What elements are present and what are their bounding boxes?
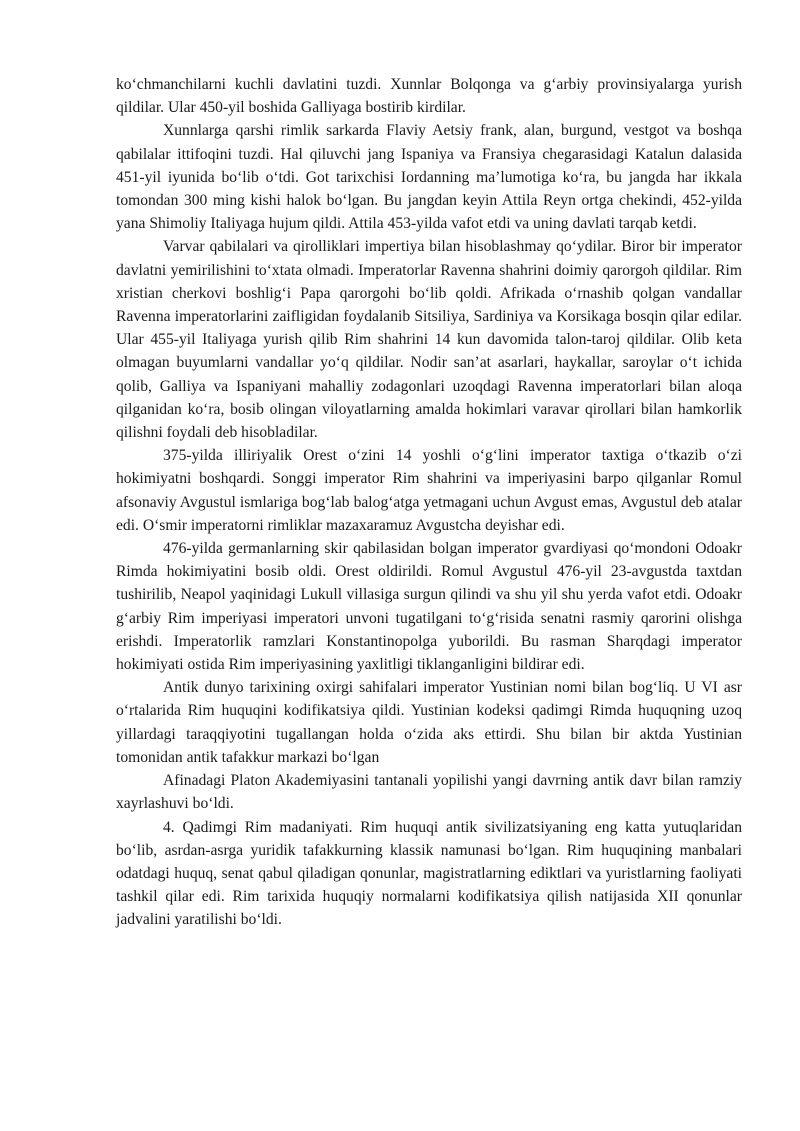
paragraph-2: Xunnlarga qarshi rimlik sarkarda Flaviy Aetsiy frank, alan, burgund, vestgot va boshqa qabilalar ittifoqini tuzdi. Hal qiluvchi jang Ispaniya va Fransiya chegarasidagi Katalun dalasida 451-yil iyunida bo‘lib o‘tdi. Got tarixchisi Iordanning ma’lumotiga ko‘ra, bu jangda har ikkala tomondan 300 ming kishi halok bo‘lgan. Bu jangdan keyin Attila Reyn ortga chekindi, 452-yilda yana Shimoliy Italiyaga hujum qildi. Attila 453-yilda vafot etdi va uning davlati tarqab ketdi. bbox=[116, 122, 742, 233]
paragraph-1: ko‘chmanchilarni kuchli davlatini tuzdi. Xunnlar Bolqonga va g‘arbiy provinsiyalarga yurish qildilar. Ular 450-yil boshida Galliyaga bostirib kirdilar. bbox=[116, 76, 742, 117]
paragraph-3: Varvar qabilalari va qirolliklari impertiya bilan hisoblashmay qo‘ydilar. Biror bir imperator davlatni yemirilishini to‘xtata olmadi. Imperatorlar Ravenna shahrini doimiy qarorgoh qildilar. Rim xristian cherkovi boshlig‘i Papa qarorgohi bo‘lib qoldi. Afrikada o‘rnashib qolgan vandallar Ravenna imperatorlarini zaifligidan foydalanib Sitsiliya, Sardiniya va Korsikaga bosqin qilar edilar. Ular 455-yil Italiyaga yurish qilib Rim shahrini 14 kun davomida talon-taroj qildilar. Olib keta olmagan buyumlarni vandallar yo‘q qildilar. Nodir san’at asarlari, haykallar, saroylar o‘t ichida qolib, Galliya va Ispaniyani mahalliy zodagonlari uzoqdagi Ravenna imperatorlari bilan aloqa qilganidan ko‘ra, bosib olingan viloyatlarning amalda hokimlari varavar qirollari bilan hamkorlik qilishni foydali deb hisobladilar. bbox=[116, 238, 742, 442]
document-page bbox=[116, 73, 742, 932]
paragraph-8: 4. Qadimgi Rim madaniyati. Rim huquqi antik sivilizatsiyaning eng katta yutuqlaridan bo‘lib, asrdan-asrga yuridik tafakkurning klassik namunasi bo‘lgan. Rim huquqining manbalari odatdagi huquq, senat qabul qiladigan qonunlar, magistratlarning ediktlari va yuristlarning faoliyati tashkil qilar edi. Rim tarixida huquqiy normalarni kodifikatsiya qilish natijasida XII qonunlar jadvalini yaratilishi bo‘ldi. bbox=[116, 818, 742, 929]
paragraph-7: Afinadagi Platon Akademiyasini tantanali yopilishi yangi davrning antik davr bilan ramziy xayrlashuvi bo‘ldi. bbox=[116, 772, 742, 813]
paragraph-4: 375-yilda illiriyalik Orest o‘zini 14 yoshli o‘g‘lini imperator taxtiga o‘tkazib o‘zi hokimiyatni boshqardi. Songgi imperator Rim shahrini va imperiyasini barpo qilganlar Romul afsonaviy Avgustul ismlariga bog‘lab balog‘atga yetmagani uchun Avgust emas, Avgustul deb atalar edi. O‘smir imperatorni rimliklar mazaxaramuz Avgustcha deyishar edi. bbox=[116, 447, 742, 534]
paragraph-6: Antik dunyo tarixining oxirgi sahifalari imperator Yustinian nomi bilan bog‘liq. U VI asr o‘rtalarida Rim huquqini kodifikatsiya qildi. Yustinian kodeksi qadimgi Rimda huquqning uzoq yillardagi taraqqiyotini tugallangan holda o‘zida aks ettirdi. Shu bilan bir aktda Yustinian tomonidan antik tafakkur markazi bo‘lgan bbox=[116, 679, 742, 766]
paragraph-5: 476-yilda germanlarning skir qabilasidan bolgan imperator gvardiyasi qo‘mondoni Odoakr Rimda hokimiyatini bosib oldi. Orest oldirildi. Romul Avgustul 476-yil 23-avgustda taxtdan tushirilib, Neapol yaqinidagi Lukull villasiga surgun qilindi va shu yil shu yerda vafot etdi. Odoakr g‘arbiy Rim imperiyasi imperatori unvoni tugatilgani to‘g‘risida senatni rasmiy qarorini olishga erishdi. Imperatorlik ramzlari Konstantinopolga yuborildi. Bu rasman Sharqdagi imperator hokimiyati ostida Rim imperiyasining yaxlitligi tiklanganligini bildirar edi. bbox=[116, 540, 742, 674]
